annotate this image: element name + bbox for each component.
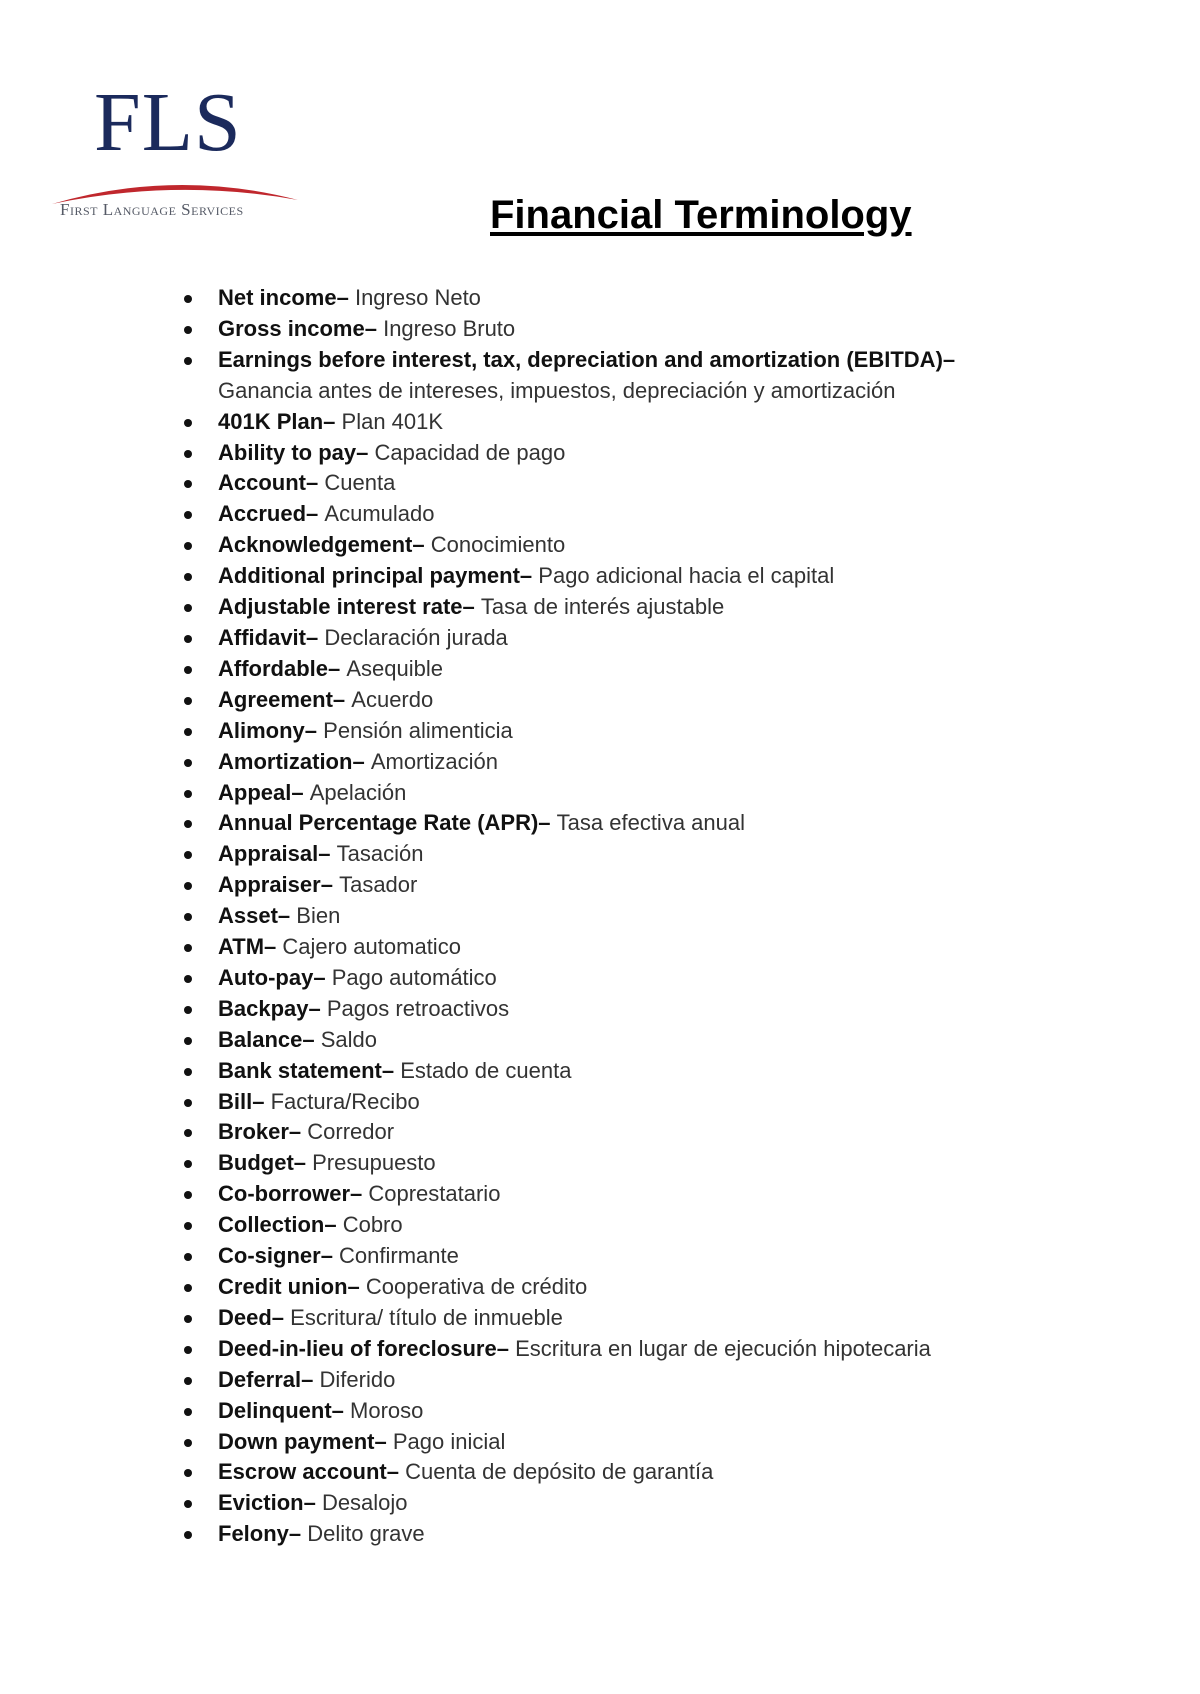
term-spanish: Cuenta de depósito de garantía [405,1459,714,1485]
list-item [218,1148,1118,1179]
term-english: Appraisal [218,841,319,867]
term-spanish: Pagos retroactivos [326,995,510,1021]
term-english: Co-borrower [218,1181,350,1207]
list-item [218,1056,1118,1087]
term-spanish: Acumulado [324,501,435,527]
term-separator: – [277,903,297,929]
term-english: Alimony [218,717,305,743]
list-item [218,839,1118,870]
list-item [218,1087,1118,1118]
term-spanish: Pensión alimenticia [323,717,513,743]
term-english: Escrow account [218,1459,387,1485]
term-separator: – [304,717,324,743]
term-separator: – [306,624,325,650]
term-separator: – [288,1119,308,1145]
term-english: Bank statement [218,1057,382,1083]
term-spanish: Bien [296,903,341,929]
term-separator: – [496,1335,516,1361]
term-spanish: Cajero automatico [282,934,461,960]
list-item [218,1457,1118,1488]
term-spanish: Saldo [320,1026,378,1052]
list-item [218,468,1118,499]
term-english: Earnings before interest, tax, depreciation and amortization (EBITDA) [218,346,943,372]
term-separator: – [306,501,325,527]
list-item [218,747,1118,778]
list-item [218,778,1118,809]
list-item [218,1334,1118,1365]
term-separator: – [303,1490,322,1516]
list-item [218,1488,1118,1519]
list-item [218,1303,1118,1334]
fls-logo [50,78,300,230]
term-spanish: Escritura/ título de inmueble [290,1304,563,1330]
list-item [218,592,1118,623]
term-spanish: Cooperativa de crédito [365,1274,588,1299]
term-spanish: Tasación [336,841,424,867]
term-spanish: Factura/Recibo [270,1088,420,1114]
term-english: Agreement [218,686,333,712]
list-item [218,1179,1118,1210]
list-item [218,654,1118,685]
list-item [218,870,1118,901]
term-separator: – [462,594,481,620]
term-separator: – [942,346,956,372]
term-separator: – [332,686,352,712]
list-item [218,963,1118,994]
term-separator: – [264,934,283,960]
term-spanish: Pago inicial [392,1428,506,1454]
list-item [218,1519,1118,1550]
term-english: Affordable [218,655,328,681]
term-separator: – [320,1243,340,1269]
list-item [218,1396,1118,1427]
term-english: Account [218,470,306,496]
term-spanish: Desalojo [321,1490,408,1516]
term-separator: – [352,748,371,774]
term-english: Amortization [218,748,353,774]
term-separator: – [306,470,325,496]
term-separator: – [386,1459,406,1485]
term-spanish: Pago automático [331,964,497,990]
list-item [218,407,1118,438]
term-separator: – [374,1428,393,1454]
term-spanish: Plan 401K [341,408,444,434]
list-item [218,499,1118,530]
term-spanish: Ingreso Neto [354,285,481,310]
term-separator: – [320,872,340,898]
term-separator: – [356,439,375,465]
list-item [218,530,1118,561]
term-separator: – [313,964,332,990]
term-spanish: Capacidad de pago [374,439,566,465]
term-english: Adjustable interest rate [218,594,463,620]
term-spanish: Diferido [319,1366,396,1392]
term-spanish: Amortización [370,748,498,774]
term-spanish: Confirmante [339,1243,459,1269]
logo-tagline: First Language Services [60,200,244,219]
term-english: Acknowledgement [218,532,413,558]
list-item [218,345,1018,407]
term-english: Budget [218,1150,294,1176]
term-english: 401K Plan [218,408,324,434]
list-item [218,283,1118,314]
term-separator: – [288,1521,308,1547]
list-item [218,1117,1118,1148]
term-separator: – [291,779,310,805]
page-title: Financial Terminology [490,193,912,237]
term-spanish: Cuenta [324,470,396,496]
term-english: Auto-pay [218,964,314,990]
term-spanish: Asequible [346,655,443,681]
term-english: Accrued [218,501,307,527]
term-english: Annual Percentage Rate (APR) [218,810,539,836]
term-separator: – [538,810,557,836]
term-english: Affidavit [218,624,306,650]
term-english: Additional principal payment [218,563,520,589]
term-spanish: Declaración jurada [324,624,508,650]
term-separator: – [412,532,431,558]
term-separator: – [293,1150,313,1176]
term-english: Appraiser [218,872,321,898]
list-item [218,1241,1118,1272]
list-item [218,1365,1118,1396]
term-separator: – [364,315,384,341]
list-item [218,932,1118,963]
term-spanish: Estado de cuenta [400,1057,572,1083]
term-spanish: Tasador [339,872,418,898]
term-spanish: Delito grave [307,1521,425,1547]
list-item [218,438,1118,469]
list-item [218,1025,1118,1056]
term-separator: – [336,285,355,310]
term-english: Broker [218,1119,289,1145]
term-separator: – [308,995,327,1021]
term-separator: – [323,408,342,434]
term-spanish: Pago adicional hacia el capital [538,563,835,589]
term-separator: – [301,1366,320,1392]
term-spanish: Coprestatario [368,1181,501,1207]
term-separator: – [331,1397,351,1423]
term-spanish: Corredor [307,1119,395,1145]
term-separator: – [302,1026,321,1052]
term-english: Collection [218,1212,325,1238]
term-separator: – [381,1057,401,1083]
list-item [218,901,1118,932]
term-english: Balance [218,1026,303,1052]
list-item [218,808,1118,839]
list-item [218,561,1118,592]
term-english: Gross income [218,315,365,341]
term-separator: – [252,1088,271,1114]
term-english: ATM [218,934,265,960]
term-english: Down payment [218,1428,375,1454]
term-english: Deferral [218,1366,302,1392]
term-separator: – [318,841,337,867]
term-spanish: Tasa efectiva anual [556,810,745,836]
term-spanish: Presupuesto [312,1150,436,1176]
term-spanish: Conocimiento [430,532,566,558]
list-item [218,685,1118,716]
list-item [218,716,1118,747]
term-spanish: Tasa de interés ajustable [480,594,725,620]
term-spanish: Ganancia antes de intereses, impuestos, depreciación y amortización [218,377,896,403]
term-english: Ability to pay [218,439,357,465]
term-english: Delinquent [218,1397,332,1423]
term-english: Backpay [218,995,309,1021]
term-english: Deed-in-lieu of foreclosure [218,1335,497,1361]
list-item [218,623,1118,654]
term-english: Net income [218,285,337,310]
list-item [218,1272,1118,1303]
term-english: Eviction [218,1490,304,1516]
terminology-list [218,283,1118,1550]
term-english: Co-signer [218,1243,321,1269]
term-english: Asset [218,903,278,929]
list-item [218,314,1118,345]
term-spanish: Escritura en lugar de ejecución hipotecaria [515,1335,931,1361]
term-separator: – [328,655,347,681]
term-spanish: Ingreso Bruto [383,315,516,341]
list-item [218,1210,1118,1241]
term-english: Credit union [218,1274,348,1299]
logo-letters: FLS [94,76,242,169]
term-english: Bill [218,1088,253,1114]
list-item [218,994,1118,1025]
term-spanish: Acuerdo [351,686,434,712]
term-spanish: Cobro [342,1212,403,1238]
term-english: Felony [218,1521,289,1547]
term-spanish: Moroso [350,1397,424,1423]
term-english: Deed [218,1304,272,1330]
term-separator: – [347,1274,366,1299]
list-item [218,1427,1118,1458]
term-separator: – [324,1212,343,1238]
term-spanish: Apelación [309,779,407,805]
term-separator: – [350,1181,369,1207]
term-separator: – [271,1304,291,1330]
term-separator: – [519,563,539,589]
term-english: Appeal [218,779,292,805]
